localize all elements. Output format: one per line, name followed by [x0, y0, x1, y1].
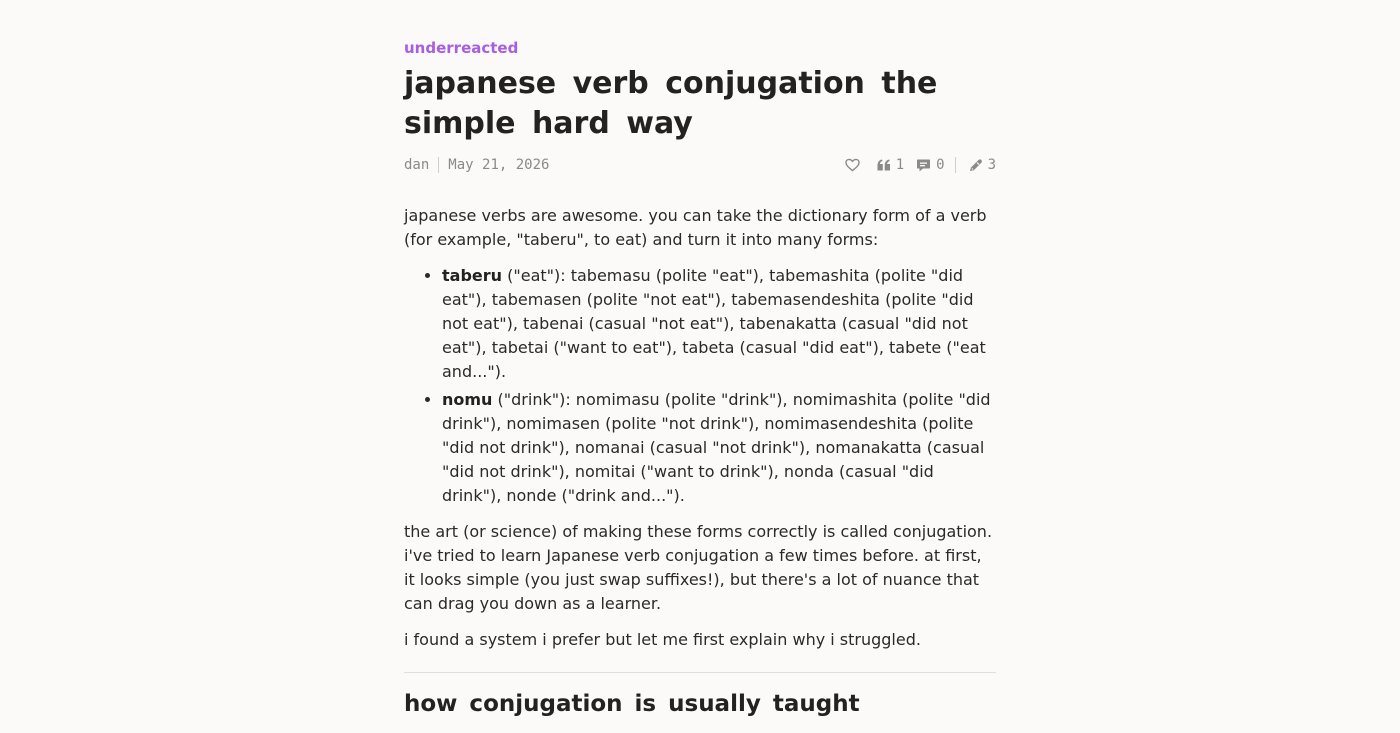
reply-button[interactable] [916, 157, 944, 173]
article-body [404, 204, 996, 719]
repost-button[interactable] [968, 157, 996, 173]
post-stats [833, 157, 996, 173]
quote-count: 1 [895, 157, 905, 173]
repost-count: 3 [987, 157, 996, 173]
verb-term: nomu [442, 390, 493, 409]
repost-icon [968, 158, 983, 173]
conjugation-list [404, 264, 996, 508]
reply-count: 0 [936, 157, 945, 173]
verb-forms: ("eat"): tabemasu (polite "eat"), tabemashita (polite "did eat"), tabemasen (polite "not eat"), tabemasendeshita (polite "did not eat"), tabenai (casual "not eat"), tabenakatta (casual "did not eat"), tabetai ("want to eat"), tabeta (casual "did eat"), tabete ("eat and..."). [442, 266, 986, 381]
heart-icon [845, 158, 860, 172]
list-item [442, 388, 996, 508]
body-paragraph: i found a system i prefer but let me first explain why i struggled. [404, 630, 921, 649]
section-heading: how conjugation is usually taught [404, 691, 860, 717]
like-button[interactable] [845, 158, 865, 172]
intro-paragraph: japanese verbs are awesome. you can take the dictionary form of a verb (for example, "taberu", to eat) and turn it into many forms: [404, 206, 987, 249]
post-meta [404, 154, 996, 176]
body-paragraph: the art (or science) of making these forms correctly is called conjugation. i've tried to learn Japanese verb conjugation a few times before. at first, it looks simple (you just swap suffixes!), but there's a lot of nuance that can drag you down as a learner. [404, 522, 993, 613]
site-name-link[interactable]: underreacted [404, 39, 519, 57]
meta-divider [438, 157, 439, 173]
author-name[interactable]: dan [404, 157, 430, 173]
quote-button[interactable] [877, 157, 904, 173]
article-column [404, 36, 996, 719]
section-divider [404, 672, 996, 673]
quote-icon [877, 159, 891, 171]
stats-divider [955, 157, 956, 173]
verb-forms: ("drink"): nomimasu (polite "drink"), nomimashita (polite "did drink"), nomimasen (polite "not drink"), nomimasendeshita (polite "did not drink"), nomanai (casual "not drink"), nomanakatta (casual "did not drink"), nomitai ("want to drink"), nonda (casual "did drink"), nonde ("drink and..."). [442, 390, 991, 505]
post-date: May 21, 2026 [448, 157, 550, 173]
list-item [442, 264, 996, 384]
page-title: japanese verb conjugation the simple hard way [404, 66, 938, 141]
comment-icon [916, 158, 931, 173]
post-byline [404, 157, 549, 173]
verb-term: taberu [442, 266, 503, 285]
